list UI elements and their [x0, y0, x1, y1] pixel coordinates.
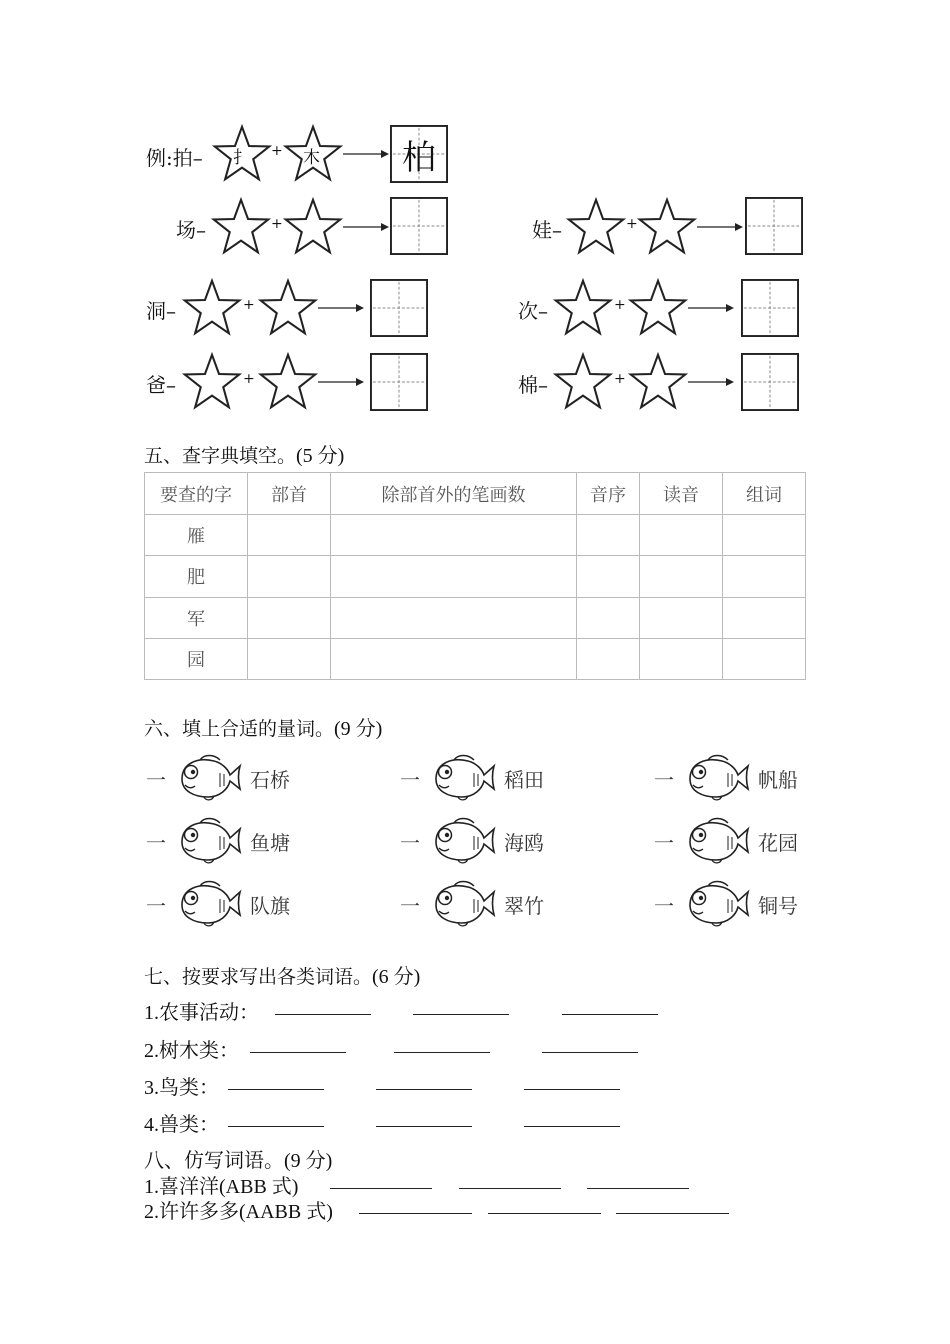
answer-blank[interactable]: [524, 1108, 620, 1131]
noun-text: 鱼塘: [250, 831, 290, 855]
answer-cell[interactable]: [723, 515, 806, 556]
answer-cell[interactable]: [248, 597, 331, 638]
answer-blank[interactable]: [524, 1071, 620, 1094]
decompose-char: 洞–: [146, 299, 176, 323]
decompose-char: 娃–: [532, 218, 562, 242]
star-icon[interactable]: [553, 278, 613, 338]
answer-cell[interactable]: [640, 556, 723, 597]
star-icon[interactable]: [283, 197, 343, 257]
part1-text: 扌: [233, 148, 250, 168]
answer-blank[interactable]: [616, 1195, 729, 1218]
table-row: [145, 515, 806, 556]
table-header: 除部首外的笔画数: [331, 473, 577, 515]
section7-title: 七、按要求写出各类词语。(6 分): [144, 966, 421, 988]
one-prefix: 一: [146, 894, 166, 918]
plus-sign: +: [271, 216, 283, 232]
answer-cell[interactable]: [577, 638, 640, 679]
one-prefix: 一: [654, 768, 674, 792]
star-icon[interactable]: [182, 352, 242, 412]
answer-blank[interactable]: [228, 1071, 324, 1094]
answer-blank[interactable]: [330, 1170, 432, 1193]
fish-icon[interactable]: [428, 814, 498, 866]
table-header-row: [145, 473, 806, 515]
one-prefix: 一: [400, 894, 420, 918]
plus-sign: +: [614, 371, 626, 387]
fish-icon[interactable]: [428, 751, 498, 803]
answer-cell[interactable]: [331, 515, 577, 556]
decompose-char: 棉–: [518, 373, 548, 397]
fish-icon[interactable]: [174, 751, 244, 803]
one-prefix: 一: [654, 894, 674, 918]
noun-text: 海鸥: [504, 831, 544, 855]
table-row: [145, 597, 806, 638]
tianzige-box[interactable]: [370, 353, 428, 411]
arrow-icon: [697, 221, 743, 233]
imitation-line: 1.喜洋洋(ABB 式): [144, 1176, 299, 1198]
one-prefix: 一: [400, 831, 420, 855]
arrow-icon: [688, 302, 734, 314]
answer-cell[interactable]: [577, 556, 640, 597]
answer-cell[interactable]: [331, 597, 577, 638]
answer-cell[interactable]: [248, 556, 331, 597]
plus-sign: +: [243, 297, 255, 313]
table-header: 读音: [640, 473, 723, 515]
section5-title: 五、查字典填空。(5 分): [144, 445, 345, 467]
decompose-char: 次–: [518, 299, 548, 323]
decompose-char: 爸–: [146, 373, 176, 397]
plus-sign: +: [614, 297, 626, 313]
fish-icon[interactable]: [428, 877, 498, 929]
plus-sign: +: [243, 371, 255, 387]
table-header: 音序: [577, 473, 640, 515]
fish-icon[interactable]: [174, 877, 244, 929]
dictionary-table: [144, 472, 806, 680]
arrow-icon: [318, 302, 364, 314]
answer-cell[interactable]: [640, 597, 723, 638]
answer-blank[interactable]: [376, 1108, 472, 1131]
answer-cell[interactable]: [331, 556, 577, 597]
noun-text: 帆船: [758, 768, 798, 792]
answer-blank[interactable]: [394, 1034, 490, 1057]
table-header: 要查的字: [145, 473, 248, 515]
arrow-icon: [343, 221, 389, 233]
answer-blank[interactable]: [542, 1034, 638, 1057]
one-prefix: 一: [146, 768, 166, 792]
category-line: 4.兽类：: [144, 1114, 219, 1136]
category-line: 2.树木类：: [144, 1040, 239, 1062]
example-prefix: 例:拍–: [146, 146, 203, 170]
table-row: [145, 556, 806, 597]
answer-blank[interactable]: [413, 996, 509, 1019]
section8-title: 八、仿写词语。(9 分): [144, 1150, 333, 1172]
tianzige-box[interactable]: [741, 279, 799, 337]
tianzige-box[interactable]: [370, 279, 428, 337]
lookup-char: 园: [145, 638, 248, 679]
answer-cell[interactable]: [248, 638, 331, 679]
star-icon[interactable]: [553, 352, 613, 412]
lookup-char: 雁: [145, 515, 248, 556]
fish-icon[interactable]: [174, 814, 244, 866]
answer-blank[interactable]: [275, 996, 371, 1019]
answer-blank[interactable]: [459, 1170, 561, 1193]
answer-blank[interactable]: [359, 1195, 472, 1218]
fish-icon[interactable]: [682, 814, 752, 866]
plus-sign: +: [626, 216, 638, 232]
star-icon[interactable]: [258, 352, 318, 412]
answer-cell[interactable]: [723, 638, 806, 679]
answer-cell[interactable]: [723, 597, 806, 638]
example-result: 柏: [402, 138, 436, 178]
noun-text: 石桥: [250, 768, 290, 792]
one-prefix: 一: [654, 831, 674, 855]
table-header: 组词: [723, 473, 806, 515]
answer-blank[interactable]: [488, 1195, 601, 1218]
fish-icon[interactable]: [682, 877, 752, 929]
star-icon[interactable]: [211, 197, 271, 257]
noun-text: 稻田: [504, 768, 544, 792]
section6-title: 六、填上合适的量词。(9 分): [144, 718, 383, 740]
category-line: 3.鸟类：: [144, 1077, 219, 1099]
star-icon[interactable]: [566, 197, 626, 257]
tianzige-box[interactable]: [741, 353, 799, 411]
noun-text: 队旗: [250, 894, 290, 918]
arrow-icon: [343, 148, 389, 160]
noun-text: 花园: [758, 831, 798, 855]
answer-blank[interactable]: [228, 1108, 324, 1131]
answer-blank[interactable]: [562, 996, 658, 1019]
noun-text: 翠竹: [504, 894, 544, 918]
answer-cell[interactable]: [640, 515, 723, 556]
arrow-icon: [318, 376, 364, 388]
tianzige-box[interactable]: [390, 197, 448, 255]
star-icon[interactable]: [258, 278, 318, 338]
star-icon[interactable]: [637, 197, 697, 257]
answer-blank[interactable]: [587, 1170, 689, 1193]
answer-cell[interactable]: [723, 556, 806, 597]
table-row: [145, 638, 806, 679]
answer-cell[interactable]: [577, 515, 640, 556]
part2-text: 木: [303, 148, 320, 168]
one-prefix: 一: [146, 831, 166, 855]
star-icon[interactable]: [182, 278, 242, 338]
one-prefix: 一: [400, 768, 420, 792]
imitation-line: 2.许许多多(AABB 式): [144, 1201, 333, 1223]
star-icon[interactable]: [628, 352, 688, 412]
table-header: 部首: [248, 473, 331, 515]
answer-cell[interactable]: [577, 597, 640, 638]
answer-cell[interactable]: [248, 515, 331, 556]
arrow-icon: [688, 376, 734, 388]
lookup-char: 军: [145, 597, 248, 638]
noun-text: 铜号: [758, 894, 798, 918]
plus-sign: +: [271, 143, 283, 159]
answer-blank[interactable]: [250, 1034, 346, 1057]
decompose-char: 场–: [176, 218, 206, 242]
fish-icon[interactable]: [682, 751, 752, 803]
tianzige-box[interactable]: [745, 197, 803, 255]
star-icon[interactable]: [628, 278, 688, 338]
lookup-char: 肥: [145, 556, 248, 597]
answer-cell[interactable]: [640, 638, 723, 679]
category-line: 1.农事活动：: [144, 1002, 259, 1024]
answer-cell[interactable]: [331, 638, 577, 679]
answer-blank[interactable]: [376, 1071, 472, 1094]
